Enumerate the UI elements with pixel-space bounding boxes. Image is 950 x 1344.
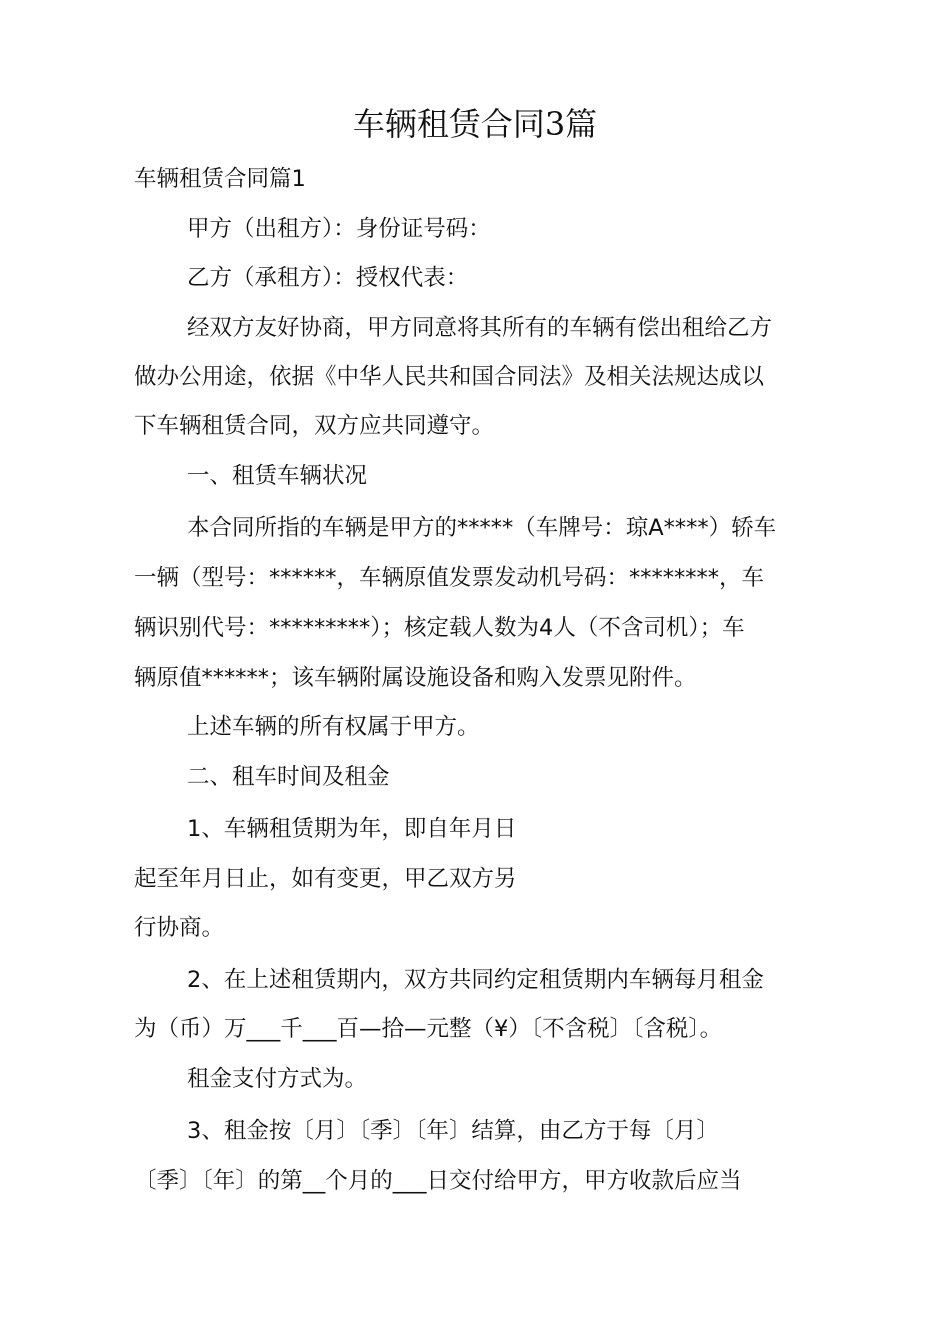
clause-heading: 一、租赁车辆状况 — [187, 463, 368, 489]
paragraph-line: 上述车辆的所有权属于甲方。 — [187, 714, 480, 740]
party-a-line: 甲方（出租方）：身份证号码： — [187, 216, 491, 242]
paragraph-line: 起至年月日止，如有变更，甲乙双方另 — [134, 866, 517, 892]
paragraph-line: 下车辆租赁合同，双方应共同遵守。 — [134, 413, 495, 439]
paragraph-line: 行协商。 — [134, 915, 225, 941]
section-heading: 车辆租赁合同篇1 — [134, 166, 306, 192]
document-title: 车辆租赁合同3篇 — [352, 105, 598, 143]
paragraph-line: 〔季〕〔年〕的第__个月的___日交付给甲方，甲方收款后应当 — [134, 1168, 742, 1194]
paragraph-line: 为（币）万___千___百—拾—元整（¥）〔不含税〕〔含税〕。 — [134, 1016, 723, 1042]
party-b-line: 乙方（承租方）：授权代表： — [187, 265, 469, 291]
paragraph-line: 辆识别代号：*********）；核定载人数为4人（不含司机）；车 — [134, 615, 745, 641]
paragraph-line: 本合同所指的车辆是甲方的*****（车牌号：琼A****）轿车 — [187, 515, 777, 541]
paragraph-line: 2、在上述租赁期内，双方共同约定租赁期内车辆每月租金 — [187, 967, 764, 993]
paragraph-line: 3、租金按〔月〕〔季〕〔年〕结算，由乙方于每〔月〕 — [187, 1118, 719, 1144]
paragraph-line: 租金支付方式为。 — [187, 1066, 368, 1092]
paragraph-line: 辆原值******；该车辆附属设施设备和购入发票见附件。 — [134, 665, 697, 691]
paragraph-line: 1、车辆租赁期为年，即自年月日 — [187, 816, 517, 842]
paragraph-line: 一辆（型号：******，车辆原值发票发动机号码：********，车 — [134, 565, 765, 591]
paragraph-line: 做办公用途，依据《中华人民共和国合同法》及相关法规达成以 — [134, 364, 765, 390]
paragraph-line: 经双方友好协商，甲方同意将其所有的车辆有偿出租给乙方 — [187, 315, 773, 341]
clause-heading: 二、租车时间及租金 — [187, 764, 390, 790]
